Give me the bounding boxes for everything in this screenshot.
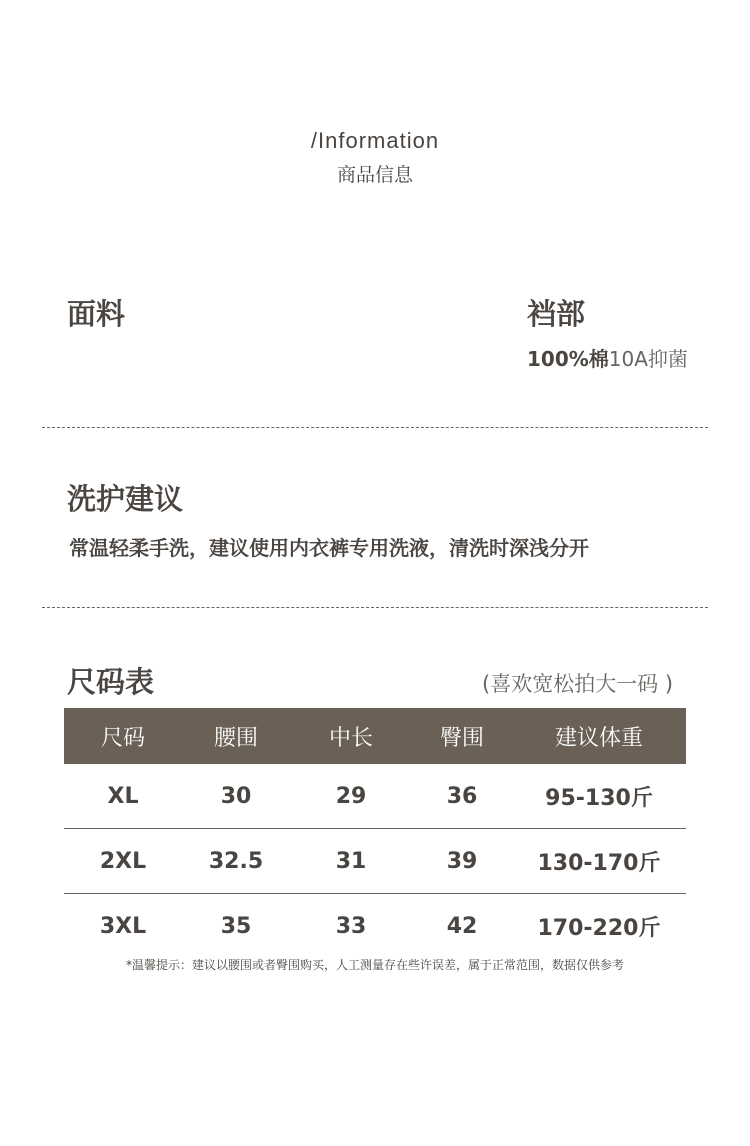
crotch-value: [527, 343, 688, 372]
column-header-weight: 建议体重: [554, 725, 643, 751]
column-header-waist: 腰围: [213, 725, 258, 751]
cell-waist: 32.5: [208, 848, 264, 874]
cell-length: 29: [335, 783, 367, 809]
cell-waist: 35: [220, 914, 252, 939]
size-chart-title: 尺码表: [67, 665, 155, 699]
crotch-title: 裆部: [527, 297, 586, 331]
cell-weight: 170-220斤: [537, 916, 661, 941]
cell-weight: 95-130斤: [545, 785, 653, 811]
crotch-feature: 10A抑菌: [608, 347, 688, 371]
cell-length: 31: [335, 848, 367, 874]
cell-hip: 36: [446, 783, 478, 809]
cell-length: 33: [335, 914, 367, 939]
cell-waist: 30: [220, 783, 252, 809]
cell-weight: 130-170斤: [537, 850, 661, 876]
care-instructions: 常温轻柔手洗，建议使用内衣裤专用洗液，清洗时深浅分开: [69, 536, 589, 560]
measurement-tip: *温馨提示：建议以腰围或者臀围购买，人工测量存在些许误差，属于正常范围，数据仅供参考: [125, 958, 624, 972]
divider-top: [42, 427, 708, 428]
cell-hip: 39: [446, 848, 478, 874]
info-english-title: /Information: [310, 128, 440, 153]
table-row: [64, 894, 686, 959]
cell-hip: 42: [446, 914, 478, 939]
divider-bottom: [42, 607, 708, 608]
info-chinese-title: 商品信息: [336, 164, 413, 186]
table-row: [64, 764, 686, 829]
column-header-hip: 臀围: [439, 725, 484, 751]
cell-size: 2XL: [99, 848, 147, 874]
care-title: 洗护建议: [67, 482, 184, 516]
column-header-length: 中长: [328, 725, 373, 751]
column-header-size: 尺码: [100, 725, 145, 751]
crotch-material: 100%棉: [527, 347, 609, 371]
size-chart-note: (喜欢宽松拍大一码 ): [482, 672, 674, 696]
fabric-title: 面料: [67, 297, 126, 331]
cell-size: 3XL: [99, 914, 147, 939]
table-row: [64, 829, 686, 894]
size-table-header: [64, 708, 686, 764]
cell-size: XL: [107, 783, 139, 809]
size-table: [64, 708, 686, 959]
